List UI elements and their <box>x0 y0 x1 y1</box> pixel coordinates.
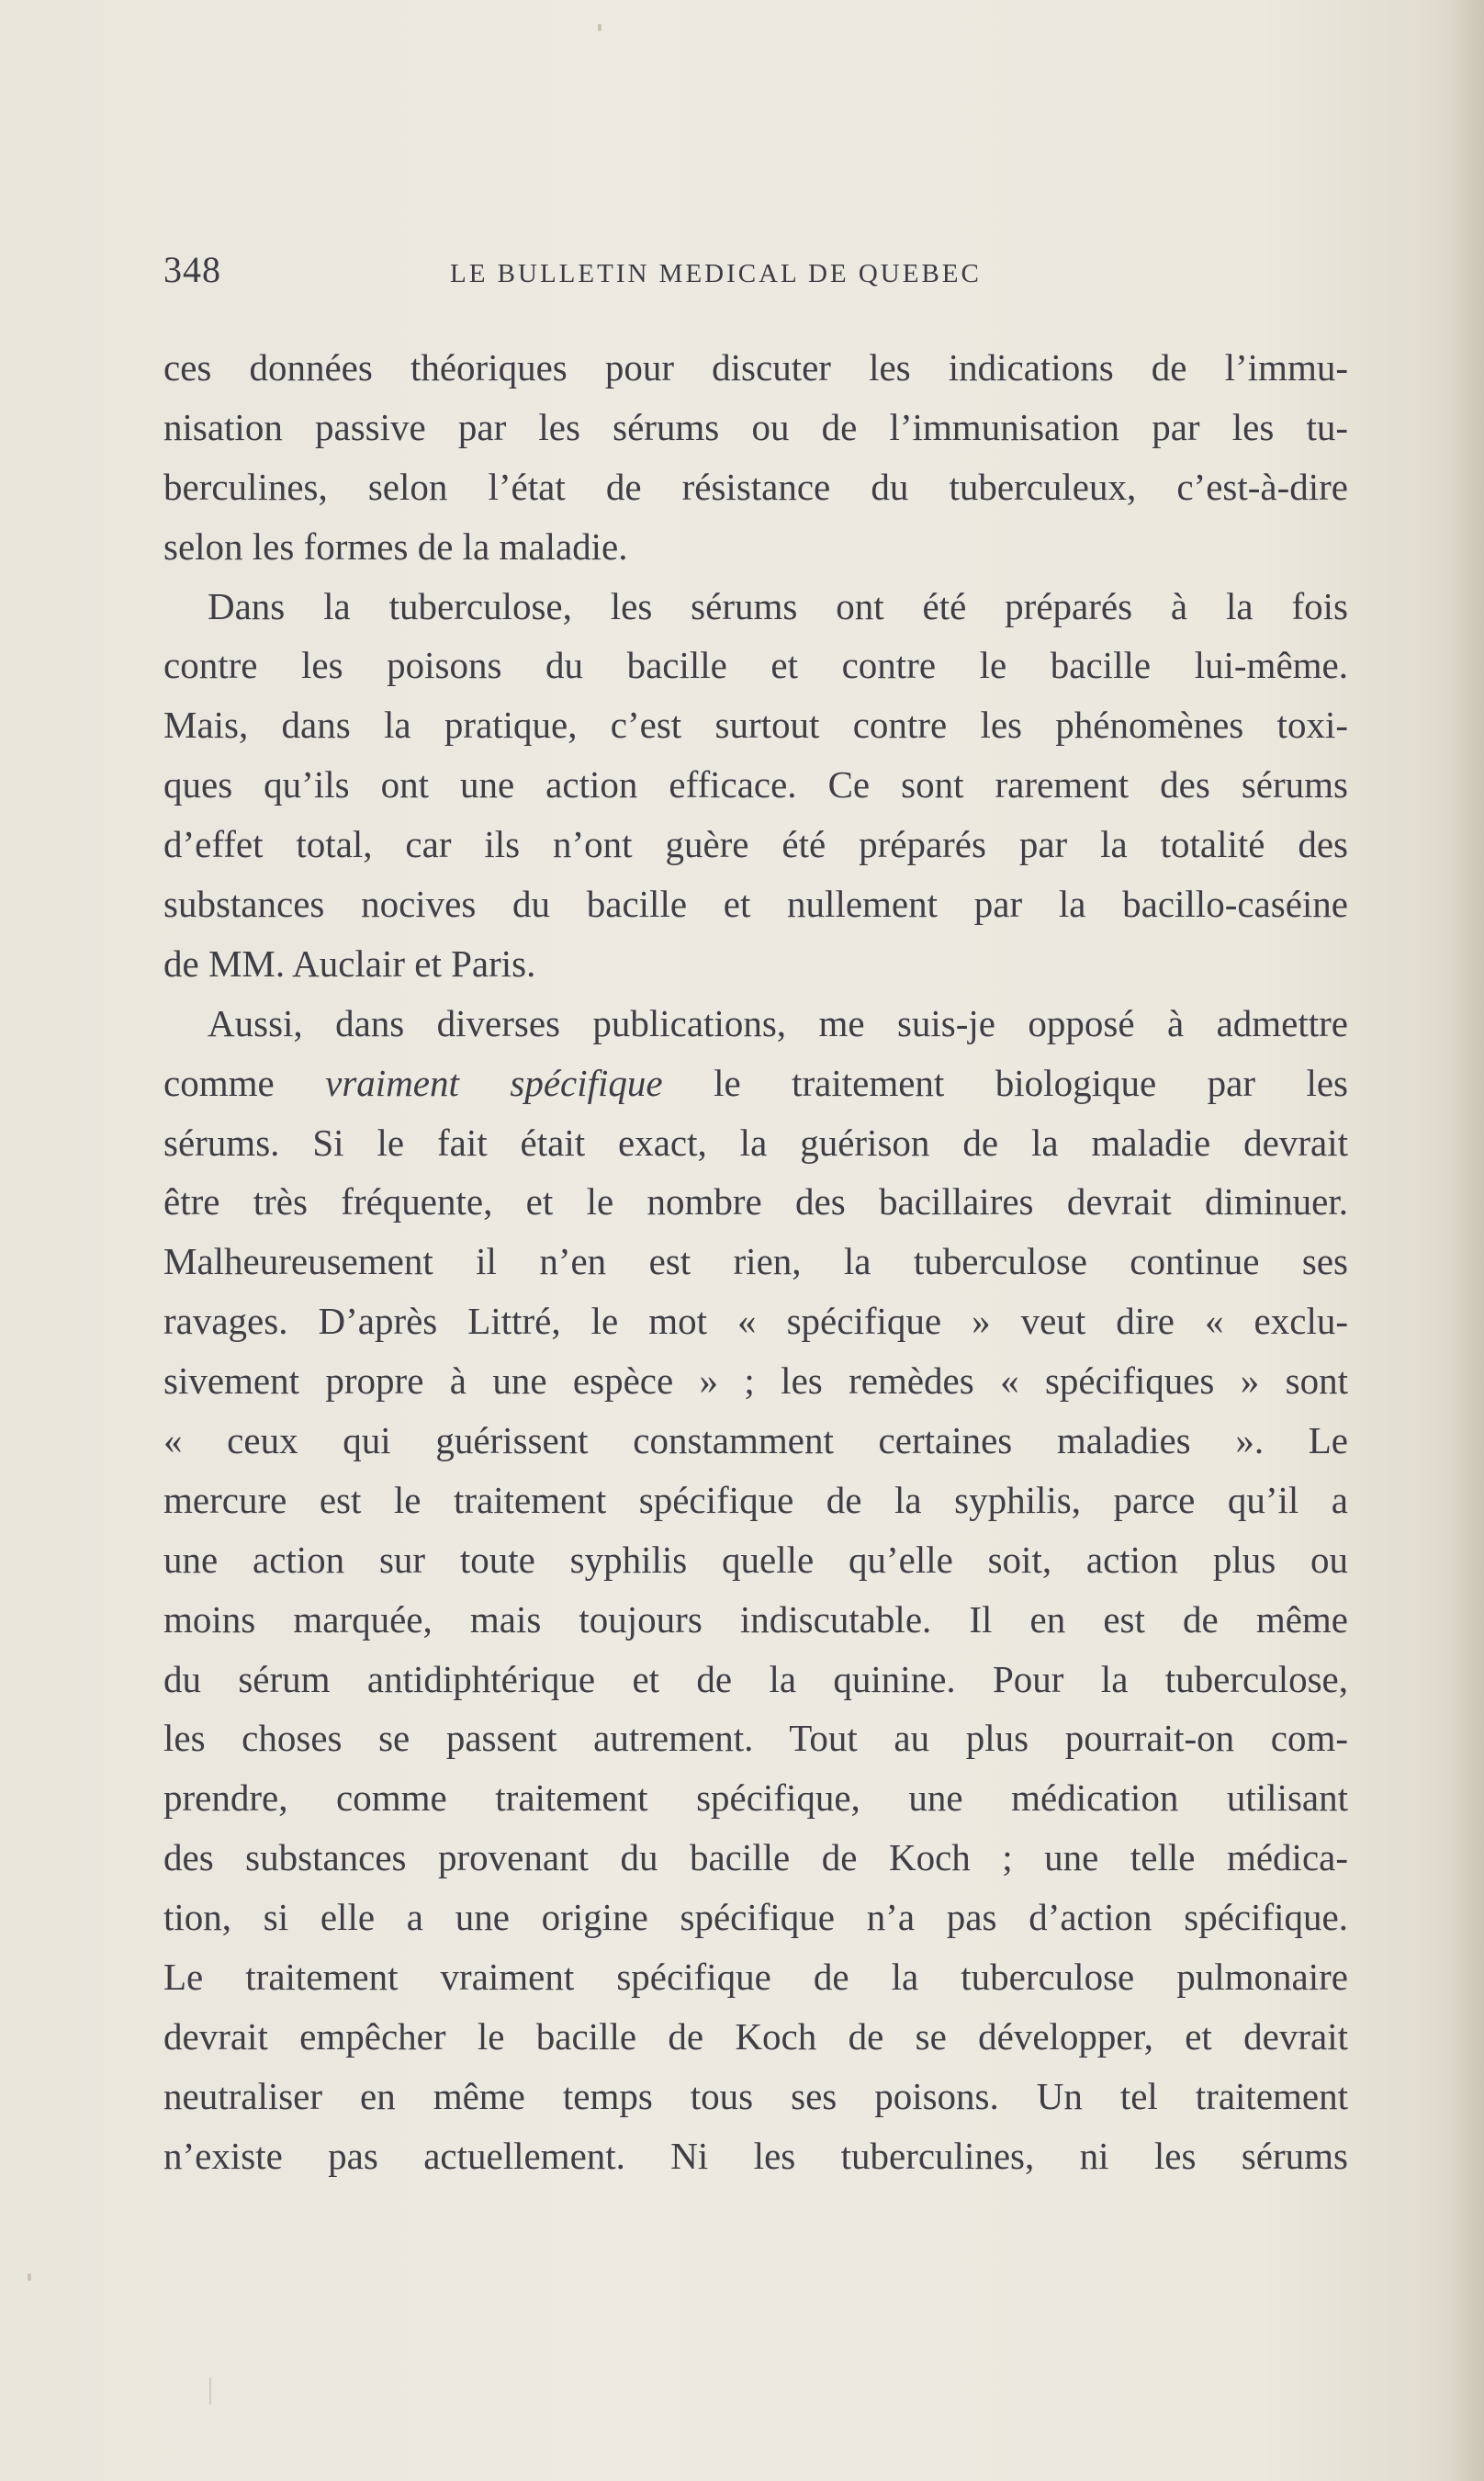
page-header <box>163 241 1348 305</box>
text-line: ques qu’ils ont une action efficace. Ce sont rarement des sérums <box>163 763 1348 806</box>
running-title: LE BULLETIN MEDICAL DE QUEBEC <box>450 259 982 288</box>
text-line: des substances provenant du bacille de Koch ; une telle médica- <box>163 1836 1348 1879</box>
text-line: « ceux qui guérissent constamment certaines maladies ». Le <box>163 1419 1348 1462</box>
text-line: devrait empêcher le bacille de Koch de se développer, et devrait <box>163 2014 1348 2058</box>
text-line: selon les formes de la maladie. <box>163 524 628 568</box>
text-line: sérums. Si le fait était exact, la guérison de la maladie devrait <box>163 1121 1348 1164</box>
text-line: du sérum antidiphtérique et de la quinine. Pour la tuberculose, <box>163 1657 1348 1700</box>
text-line: berculines, selon l’état de résistance du tuberculeux, c’est-à-dire <box>163 465 1348 508</box>
text-line: moins marquée, mais toujours indiscutable. Il en est de même <box>163 1597 1348 1641</box>
paper-speck <box>209 2377 211 2405</box>
text-line: ces données théoriques pour discuter les indications de l’immu- <box>163 346 1348 389</box>
text-line: Malheureusement il n’en est rien, la tuberculose continue ses <box>163 1240 1348 1283</box>
text-line: mercure est le traitement spécifique de la syphilis, parce qu’il a <box>163 1478 1348 1521</box>
text-line: de MM. Auclair et Paris. <box>163 942 536 985</box>
text-line-with-italic <box>163 1054 1348 1113</box>
paragraph-start-line: Aussi, dans diverses publications, me suis-je opposé à admettre <box>208 1001 1348 1044</box>
text-line: tion, si elle a une origine spécifique n’a pas d’action spécifique. <box>163 1896 1348 1939</box>
text-line: Mais, dans la pratique, c’est surtout contre les phénomènes toxi- <box>163 704 1348 747</box>
page-number: 348 <box>163 249 221 290</box>
paper-speck <box>598 24 601 31</box>
text-line: d’effet total, car ils n’ont guère été préparés par la totalité des <box>163 823 1348 866</box>
italic-phrase: vraiment spécifique <box>325 1061 663 1104</box>
text-line: ravages. D’après Littré, le mot « spécifique » veut dire « exclu- <box>163 1300 1348 1343</box>
text-line: être très fréquente, et le nombre des bacillaires devrait diminuer. <box>163 1180 1348 1224</box>
text-segment: comme <box>163 1061 326 1104</box>
text-line: sivement propre à une espèce » ; les remèdes « spécifiques » sont <box>163 1359 1348 1403</box>
text-line: une action sur toute syphilis quelle qu’elle soit, action plus ou <box>163 1538 1348 1581</box>
text-line: les choses se passent autrement. Tout au plus pourrait-on com- <box>163 1717 1348 1760</box>
text-line: nisation passive par les sérums ou de l’immunisation par les tu- <box>163 405 1348 448</box>
page-edge-shadow <box>1447 0 1484 2481</box>
paper-speck <box>28 2273 31 2281</box>
body-text <box>163 338 1348 2186</box>
text-line: n’existe pas actuellement. Ni les tuberculines, ni les sérums <box>163 2134 1348 2177</box>
paragraph-start-line: Dans la tuberculose, les sérums ont été préparés à la fois <box>208 584 1348 627</box>
text-line: neutraliser en même temps tous ses poisons. Un tel traitement <box>163 2074 1348 2117</box>
text-line: contre les poisons du bacille et contre le bacille lui-même. <box>163 644 1348 687</box>
text-line: substances nocives du bacille et nullement par la bacillo-caséine <box>163 883 1348 926</box>
text-line: prendre, comme traitement spécifique, une médication utilisant <box>163 1776 1348 1820</box>
text-line: Le traitement vraiment spécifique de la tuberculose pulmonaire <box>163 1956 1348 1999</box>
text-segment: le traitement biologique par les <box>662 1061 1348 1104</box>
